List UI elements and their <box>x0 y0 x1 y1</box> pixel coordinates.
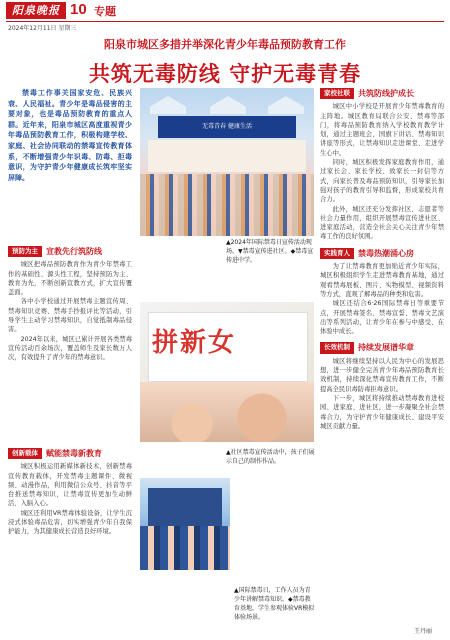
section-header <box>8 246 132 257</box>
paragraph: 下一步，城区将持续推动禁毒教育进校园、进家庭、进社区，进一步凝聚全社会禁毒合力，为守护青少年健康成长、建设平安城区贡献力量。 <box>320 394 444 430</box>
paragraph: 城区中小学校是开展青少年禁毒教育的主阵地。城区教育局联合公安、禁毒等部门，将毒品预防教育纳入学校教育教学计划，通过主题班会、国旗下讲话、禁毒知识讲座等形式，让禁毒知识走进课堂、走进学生心中。 <box>320 103 444 157</box>
paragraph: 城区还结合6·26国际禁毒日等重要节点，开展禁毒签名、禁毒宣誓、禁毒文艺演出等系列活动，让青少年在参与中感受、在体验中成长。 <box>320 300 444 336</box>
tent-shape <box>150 96 186 114</box>
section-title: 宣教先行筑防线 <box>46 247 102 256</box>
hero-photo <box>140 88 314 236</box>
date-line: 2024年12月11日 星期三 <box>8 25 77 32</box>
paragraph: 各中小学校通过开展禁毒主题宣传周、禁毒知识竞赛、禁毒手抄报评比等活动，引导学生主动学习禁毒知识，自觉抵制毒品侵害。 <box>8 298 132 334</box>
paragraph: 为了让禁毒教育更加贴近青少年实际，城区积极组织学生走进禁毒教育基地，通过观看禁毒展板、图片、实物模型、视频资料等方式，直观了解毒品的种类和危害。 <box>320 263 444 298</box>
paragraph: 此外，城区还充分发挥社区、志愿者等社会力量作用，组织开展禁毒宣传进社区、进家庭活动，营造全社会关心关注青少年禁毒工作的良好氛围。 <box>320 205 444 241</box>
author-credit: 王丹丽 <box>414 628 433 635</box>
page-section: 专题 <box>94 5 116 18</box>
masthead-rule <box>6 21 444 22</box>
paragraph: 城区把毒品预防教育作为青少年禁毒工作的基础性、源头性工程，坚持预防为主、教育为先，不断创新宣教方式，扩大宣传覆盖面。 <box>8 261 132 297</box>
photo-audience <box>140 526 230 570</box>
section-tag: 创新载体 <box>8 448 42 459</box>
section-tag: 实践育人 <box>320 248 354 259</box>
headline-block <box>0 36 450 88</box>
headline-subtitle: 阳泉市城区多措并举深化青少年毒品预防教育工作 <box>104 38 346 51</box>
left-column-bottom <box>8 448 132 537</box>
intro-paragraph <box>8 88 132 184</box>
campaign-caption: ▲社区禁毒宣传活动中，孩子们展示自己的制作作品。 <box>226 449 315 465</box>
section-header <box>320 342 444 353</box>
photo-screen <box>148 488 222 528</box>
section-title: 共筑防线护成长 <box>358 89 414 98</box>
hero-caption: ▲2024年国际禁毒日宣传活动现场。▼禁毒宣传进社区。◆禁毒宣传进中学。 <box>226 239 314 264</box>
section-header <box>320 88 444 99</box>
photo-hands <box>140 382 314 442</box>
headline-title: 共筑无毒防线 守护无毒青春 <box>88 62 362 86</box>
right-column <box>320 88 444 431</box>
section-title: 赋能禁毒新教育 <box>46 449 102 458</box>
paragraph: 2024年以来，城区已累计开展各类禁毒宣传活动百余场次，覆盖师生及家长数万人次，有效提升了青少年的禁毒意识。 <box>8 335 132 362</box>
section-tag: 预防为主 <box>8 246 42 257</box>
tent-shape <box>210 96 246 114</box>
campaign-photo <box>140 302 314 442</box>
paragraph: 城区将继续坚持以人民为中心的发展思想，进一步健全完善青少年毒品预防教育长效机制，持续深化禁毒宣传教育工作，不断提高全民识毒防毒拒毒意识。 <box>320 357 444 393</box>
section-tag: 家校社联 <box>320 88 354 99</box>
lecture-caption: ▲国际禁毒日，工作人员为青少年讲解禁毒知识。◆禁毒教育基地，学生参观体验VR模拟体验场景。 <box>234 587 315 621</box>
section-header <box>320 248 444 259</box>
newspaper-logo: 阳泉晚报 <box>6 2 66 19</box>
intro-text: 禁毒工作事关国家安危、民族兴衰、人民福祉。青少年是毒品侵害的主要对象，也是毒品预防教育的重点人群。近年来，阳泉市城区高度重视青少年毒品预防教育工作，积极构建学校、家庭、社会协同联动的禁毒宣传教育体系，不断增强青少年识毒、防毒、拒毒意识，为守护青少年健康成长筑牢坚实屏障。 <box>8 89 132 182</box>
hero-crowd <box>140 174 314 236</box>
section-tag: 长效机制 <box>320 342 354 353</box>
hero-stage <box>148 140 306 172</box>
paragraph: 同时，城区积极发挥家庭教育作用，通过家长会、家长学校、致家长一封信等方式，向家长普及毒品预防知识，引导家长加强对孩子的教育引导和监督，形成家校共育合力。 <box>320 159 444 204</box>
photo-board-text: 拼新女 <box>152 328 237 358</box>
paragraph: 城区积极运用新媒体新技术，创新禁毒宣传教育载体，开发禁毒主题课件、微视频、动漫作品，利用微信公众号、抖音等平台推送禁毒知识，让禁毒宣传更加生动鲜活、入脑入心。 <box>8 463 132 508</box>
tent-shape <box>268 96 304 114</box>
left-column-mid <box>8 246 132 363</box>
section-title: 持续发展谱华章 <box>358 343 414 353</box>
page-number: 10 <box>70 1 87 18</box>
paragraph: 城区还利用VR禁毒体验设备，让学生沉浸式体验毒品危害，切实增强青少年自我保护能力，为其健康成长营造良好环境。 <box>8 509 132 536</box>
hero-banner: 无毒青春 健康生活 <box>158 116 296 138</box>
lecture-photo <box>140 478 230 570</box>
section-header <box>8 448 132 459</box>
section-title: 禁毒热潮涌心房 <box>358 248 414 258</box>
